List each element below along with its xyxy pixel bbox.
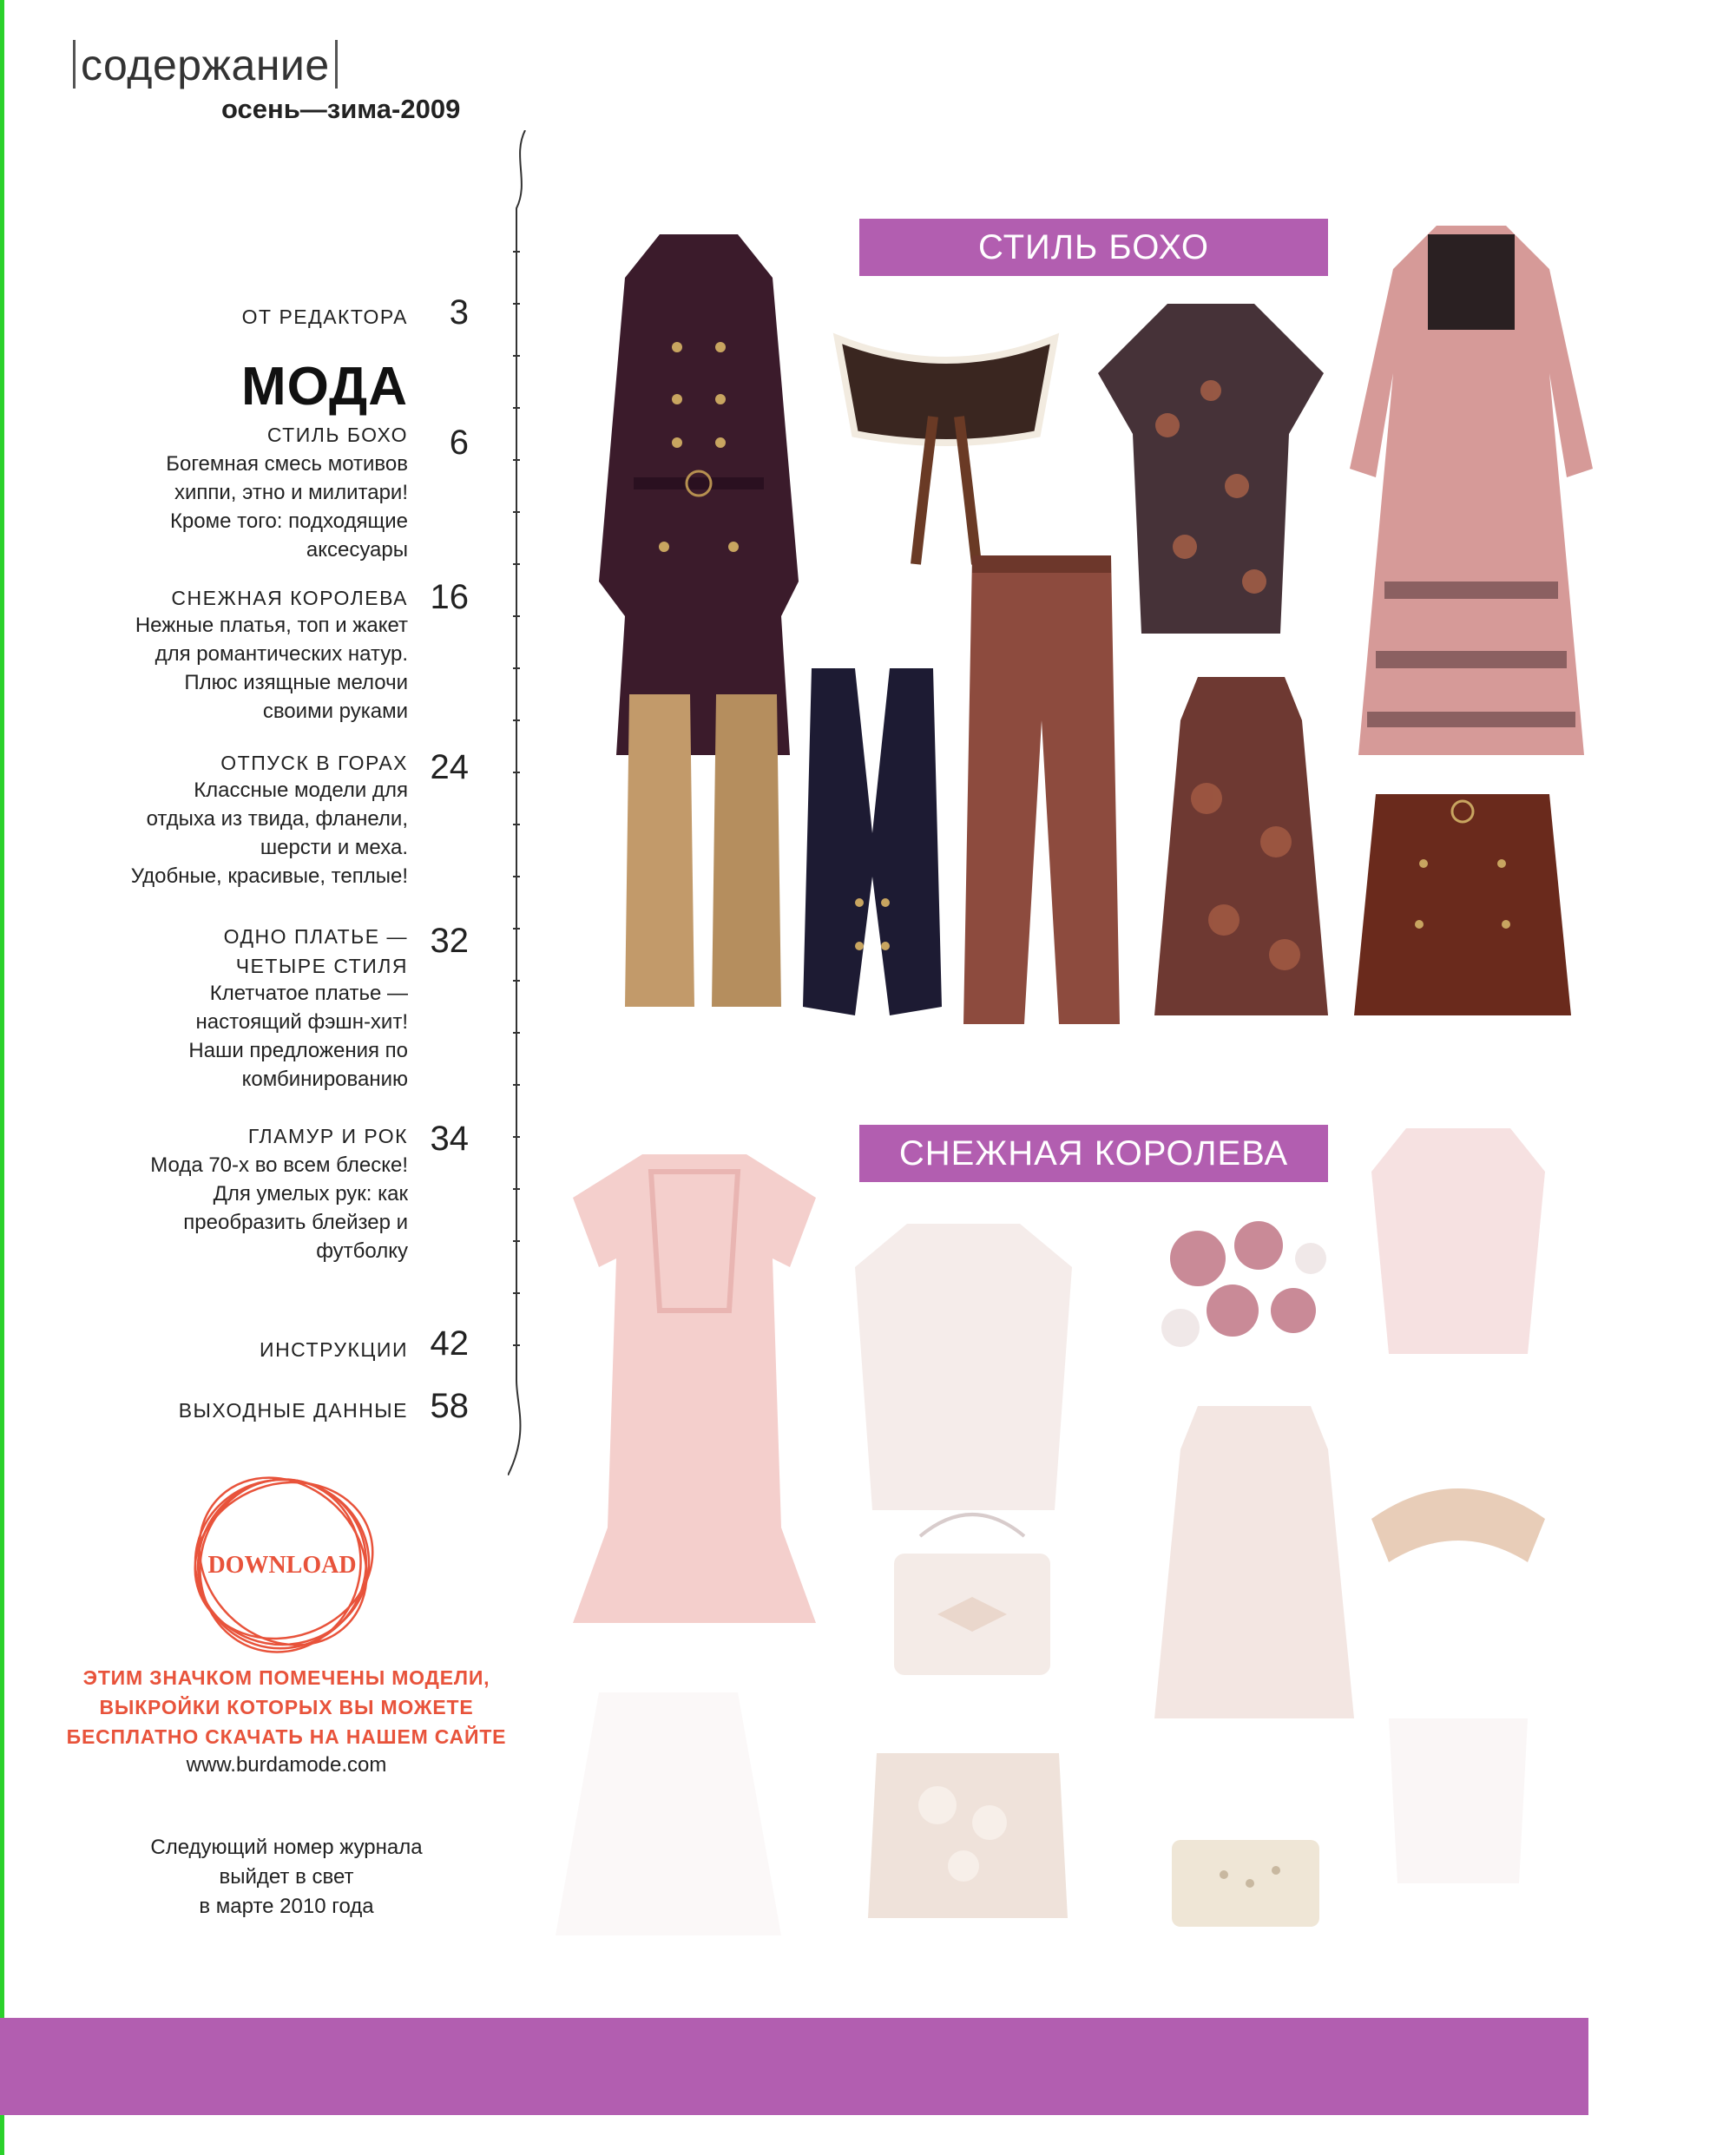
flower-knit-top-image[interactable] xyxy=(859,1727,1076,1927)
white-skirt-image[interactable] xyxy=(547,1684,790,1944)
toc-editor-label[interactable]: ОТ РЕДАКТОРА xyxy=(241,306,408,328)
toc-fashion-heading: МОДА xyxy=(241,357,408,417)
title-bar-left xyxy=(73,40,76,89)
banner-boho: СТИЛЬ БОХО xyxy=(859,219,1328,276)
header-title xyxy=(68,40,343,90)
download-badge[interactable] xyxy=(178,1458,386,1666)
bow-clutch-image[interactable] xyxy=(885,1510,1059,1684)
cream-cardigan-image[interactable] xyxy=(846,1215,1081,1528)
toc-section-label[interactable]: СТИЛЬ БОХО xyxy=(266,424,408,446)
header-subtitle: осень—зима-2009 xyxy=(221,94,461,124)
fur-leg-warmers-image[interactable] xyxy=(616,677,790,1015)
next-issue-note: Следующий номер журнала выйдет в свет в марте 2010 года xyxy=(150,1836,423,1918)
toc-section-label[interactable]: СНЕЖНАЯ КОРОЛЕВА xyxy=(171,587,408,609)
banner-snow-queen: СНЕЖНАЯ КОРОЛЕВА xyxy=(859,1125,1328,1182)
embellished-purse-image[interactable] xyxy=(1163,1831,1328,1935)
paisley-dress-image[interactable] xyxy=(1341,217,1601,772)
fur-capelet-image[interactable] xyxy=(829,312,1063,573)
toc-section-page[interactable]: 34 xyxy=(430,1120,469,1158)
download-promo-text: ЭТИМ ЗНАЧКОМ ПОМЕЧЕНЫ МОДЕЛИ, ВЫКРОЙКИ КОТОРЫХ ВЫ МОЖЕТЕ БЕСПЛАТНО СКАЧАТЬ НА НАШЕМ САЙТЕ xyxy=(66,1666,507,1748)
toc-instructions-page[interactable]: 42 xyxy=(430,1324,469,1363)
toc-section-label[interactable]: ОДНО ПЛАТЬЕ — ЧЕТЫРЕ СТИЛЯ xyxy=(223,925,408,977)
toc-section-page[interactable]: 6 xyxy=(449,424,469,462)
toc-imprint-page[interactable]: 58 xyxy=(430,1387,469,1425)
toc-section-label[interactable]: ГЛАМУР И РОК xyxy=(247,1125,408,1147)
toc-section-desc: Нежные платья, топ и жакет для романтических натур. Плюс изящные мелочи своими руками xyxy=(135,614,408,723)
corduroy-skirt-image[interactable] xyxy=(1350,785,1575,1024)
toc-instructions-label[interactable]: ИНСТРУКЦИИ xyxy=(260,1338,408,1361)
toc-section-page[interactable]: 32 xyxy=(430,922,469,960)
toc-section-page[interactable]: 24 xyxy=(430,748,469,786)
footer-color-band xyxy=(0,2018,1588,2115)
download-badge-text: DOWNLOAD xyxy=(207,1552,357,1579)
toc-section-desc: Клетчатое платье — настоящий фэшн-хит! Наши предложения по комбинированию xyxy=(188,982,408,1091)
lace-dress-image[interactable] xyxy=(1146,1397,1363,1727)
toc-section-desc: Классные модели для отдыха из твида, фланели, шерсти и меха. Удобные, красивые, теплые! xyxy=(130,779,408,888)
toc-editor-page[interactable]: 3 xyxy=(449,293,469,332)
page-edge-strip xyxy=(0,0,4,2155)
white-accessory-image[interactable] xyxy=(1371,1684,1545,1892)
title-bar-right xyxy=(335,40,338,89)
pink-top-image[interactable] xyxy=(1363,1120,1554,1363)
pink-dress-image[interactable] xyxy=(556,1137,833,1632)
toc-section-label[interactable]: ОТПУСК В ГОРАХ xyxy=(220,752,408,774)
velvet-vest-image[interactable] xyxy=(794,660,950,1024)
corduroy-trousers-image[interactable] xyxy=(955,547,1128,1033)
toc-bracket-line xyxy=(508,130,534,1475)
fabric-flowers-image[interactable] xyxy=(1146,1206,1345,1380)
toc-section-page[interactable]: 16 xyxy=(430,578,469,616)
toc-section-desc: Богемная смесь мотивов хиппи, этно и милитари! Кроме того: подходящие аксесуары xyxy=(166,452,408,562)
toc-section-desc: Мода 70-х во всем блеске! Для умелых рук: как преобразить блейзер и футболку xyxy=(150,1153,408,1263)
printed-tunic-image[interactable] xyxy=(1146,668,1337,1024)
knit-headband-image[interactable] xyxy=(1363,1467,1554,1580)
toc-imprint-label[interactable]: ВЫХОДНЫЕ ДАННЫЕ xyxy=(178,1399,408,1422)
promo-url-link[interactable]: www.burdamode.com xyxy=(186,1753,387,1777)
header-title-text: содержание xyxy=(81,41,330,89)
